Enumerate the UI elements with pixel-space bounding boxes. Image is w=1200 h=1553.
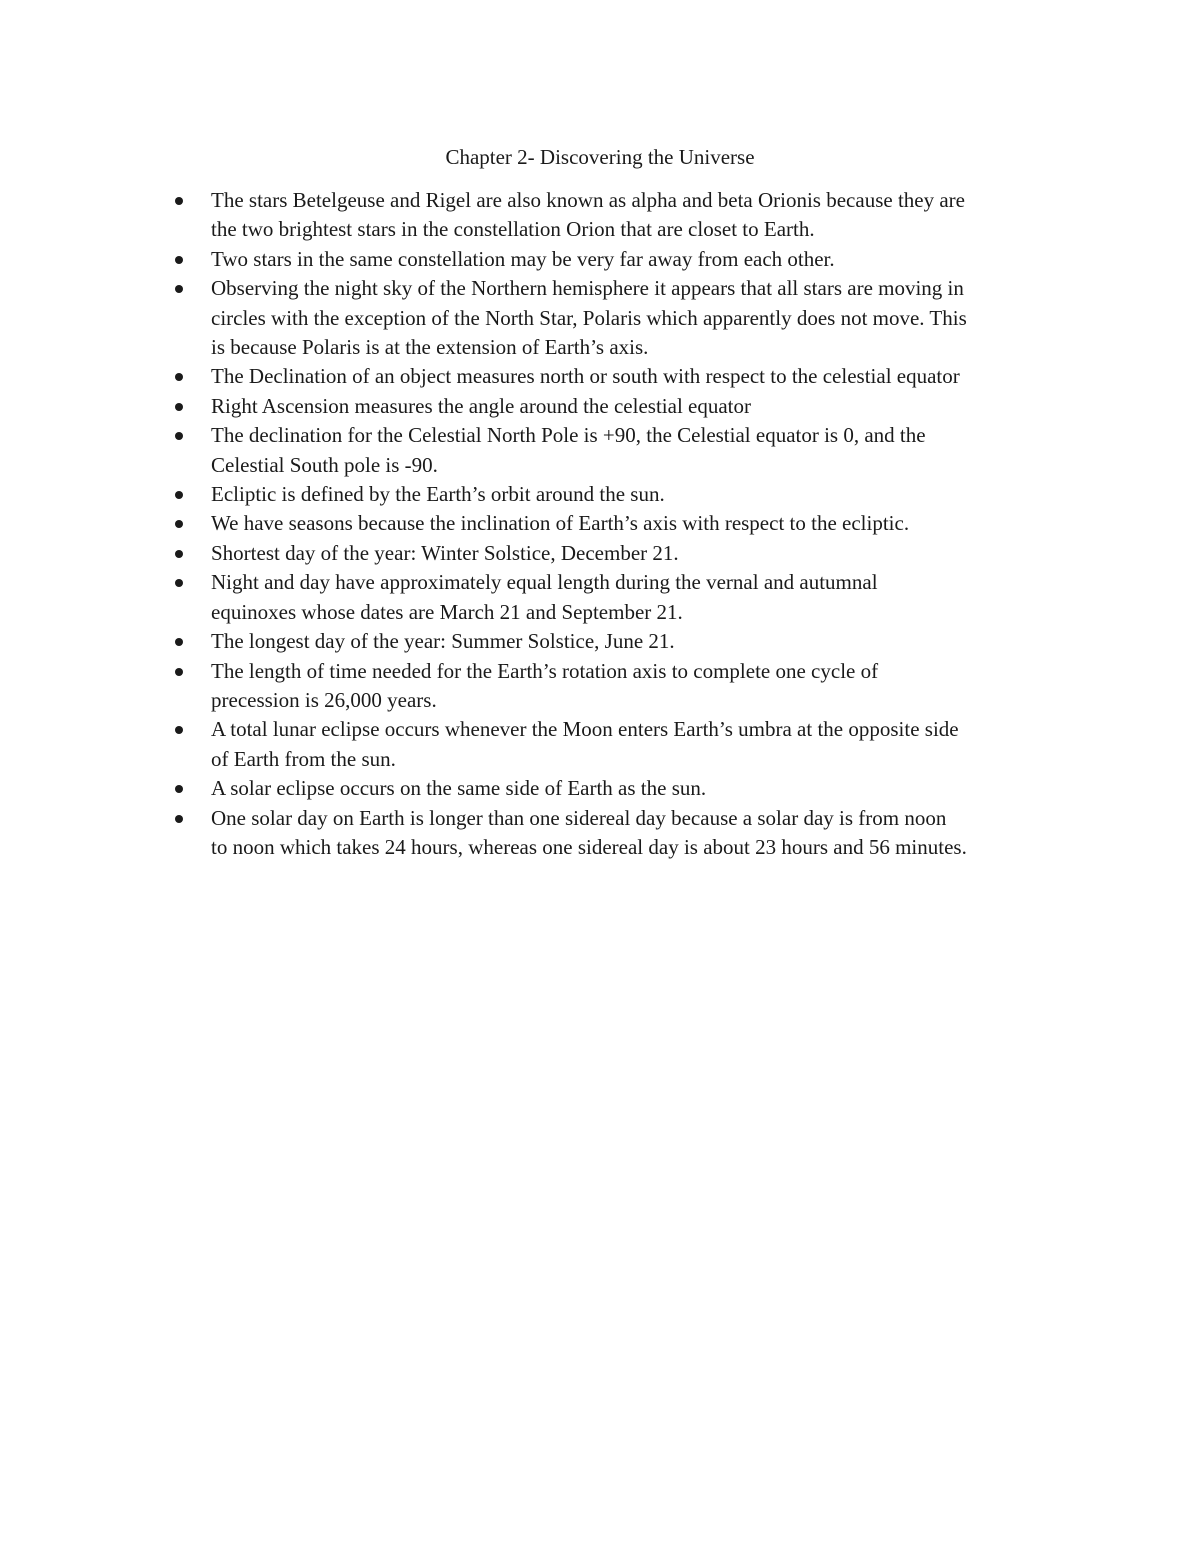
bullet-dot-icon xyxy=(175,550,183,558)
bullet-dot-icon xyxy=(175,815,183,823)
bullet-text-line: A solar eclipse occurs on the same side of Earth as the sun. xyxy=(211,776,707,801)
bullet-text-line: to noon which takes 24 hours, whereas one sidereal day is about 23 hours and 56 minutes. xyxy=(211,834,967,859)
bullet-dot-icon xyxy=(175,285,183,293)
bullet-item xyxy=(171,362,1071,391)
bullet-text-line: Shortest day of the year: Winter Solstice, December 21. xyxy=(211,540,679,565)
bullet-item xyxy=(171,657,1071,716)
bullet-text-line: The length of time needed for the Earth’s rotation axis to complete one cycle of xyxy=(211,658,879,683)
bullet-text-line: is because Polaris is at the extension of Earth’s axis. xyxy=(211,335,649,360)
bullet-text-line: precession is 26,000 years. xyxy=(211,687,437,712)
document-title: Chapter 2- Discovering the Universe xyxy=(445,145,755,169)
bullet-text-line: Two stars in the same constellation may be very far away from each other. xyxy=(211,246,835,271)
bullet-item xyxy=(171,480,1071,509)
bullet-text-line: The stars Betelgeuse and Rigel are also known as alpha and beta Orionis because they are xyxy=(211,188,965,212)
bullet-item xyxy=(171,186,1071,245)
bullet-item xyxy=(171,804,1071,863)
bullet-text-line: Ecliptic is defined by the Earth’s orbit around the sun. xyxy=(211,482,665,507)
bullet-item xyxy=(171,774,1071,803)
bullet-dot-icon xyxy=(175,432,183,440)
bullet-text-line: One solar day on Earth is longer than one sidereal day because a solar day is from noon xyxy=(211,805,947,830)
bullet-text-line: Night and day have approximately equal length during the vernal and autumnal xyxy=(211,570,878,595)
bullet-dot-icon xyxy=(175,256,183,264)
bullet-dot-icon xyxy=(175,403,183,411)
bullet-dot-icon xyxy=(175,668,183,676)
bullet-text-line: Right Ascension measures the angle around the celestial equator xyxy=(211,393,752,418)
bullet-item xyxy=(171,568,1071,627)
bullet-dot-icon xyxy=(175,726,183,734)
bullet-text-line: The Declination of an object measures north or south with respect to the celestial equator xyxy=(211,364,960,389)
bullet-item xyxy=(171,421,1071,480)
bullet-text-line: The longest day of the year: Summer Solstice, June 21. xyxy=(211,629,675,654)
bullet-text-line: Celestial South pole is -90. xyxy=(211,452,438,477)
bullet-text-line: of Earth from the sun. xyxy=(211,746,396,771)
bullet-item xyxy=(171,392,1071,421)
bullet-item xyxy=(171,539,1071,568)
bullet-item xyxy=(171,627,1071,656)
bullet-dot-icon xyxy=(175,197,183,205)
bullet-dot-icon xyxy=(175,373,183,381)
bullet-dot-icon xyxy=(175,785,183,793)
bullet-item xyxy=(171,715,1071,774)
bullet-dot-icon xyxy=(175,491,183,499)
bullet-text-line: The declination for the Celestial North Pole is +90, the Celestial equator is 0, and the xyxy=(211,423,926,448)
bullet-item xyxy=(171,274,1071,362)
bullet-item xyxy=(171,509,1071,538)
bullet-text-line: A total lunar eclipse occurs whenever the Moon enters Earth’s umbra at the opposite side xyxy=(211,717,959,742)
bullet-dot-icon xyxy=(175,579,183,587)
bullet-list xyxy=(171,186,1071,862)
bullet-text-line: We have seasons because the inclination of Earth’s axis with respect to the ecliptic. xyxy=(211,511,910,536)
bullet-item xyxy=(171,245,1071,274)
bullet-text-line: the two brightest stars in the constellation Orion that are closet to Earth. xyxy=(211,217,815,242)
bullet-dot-icon xyxy=(175,638,183,646)
bullet-text-line: equinoxes whose dates are March 21 and September 21. xyxy=(211,599,683,624)
bullet-text-line: circles with the exception of the North Star, Polaris which apparently does not move. This xyxy=(211,305,967,330)
bullet-dot-icon xyxy=(175,520,183,528)
bullet-text-line: Observing the night sky of the Northern hemisphere it appears that all stars are moving in xyxy=(211,276,964,301)
